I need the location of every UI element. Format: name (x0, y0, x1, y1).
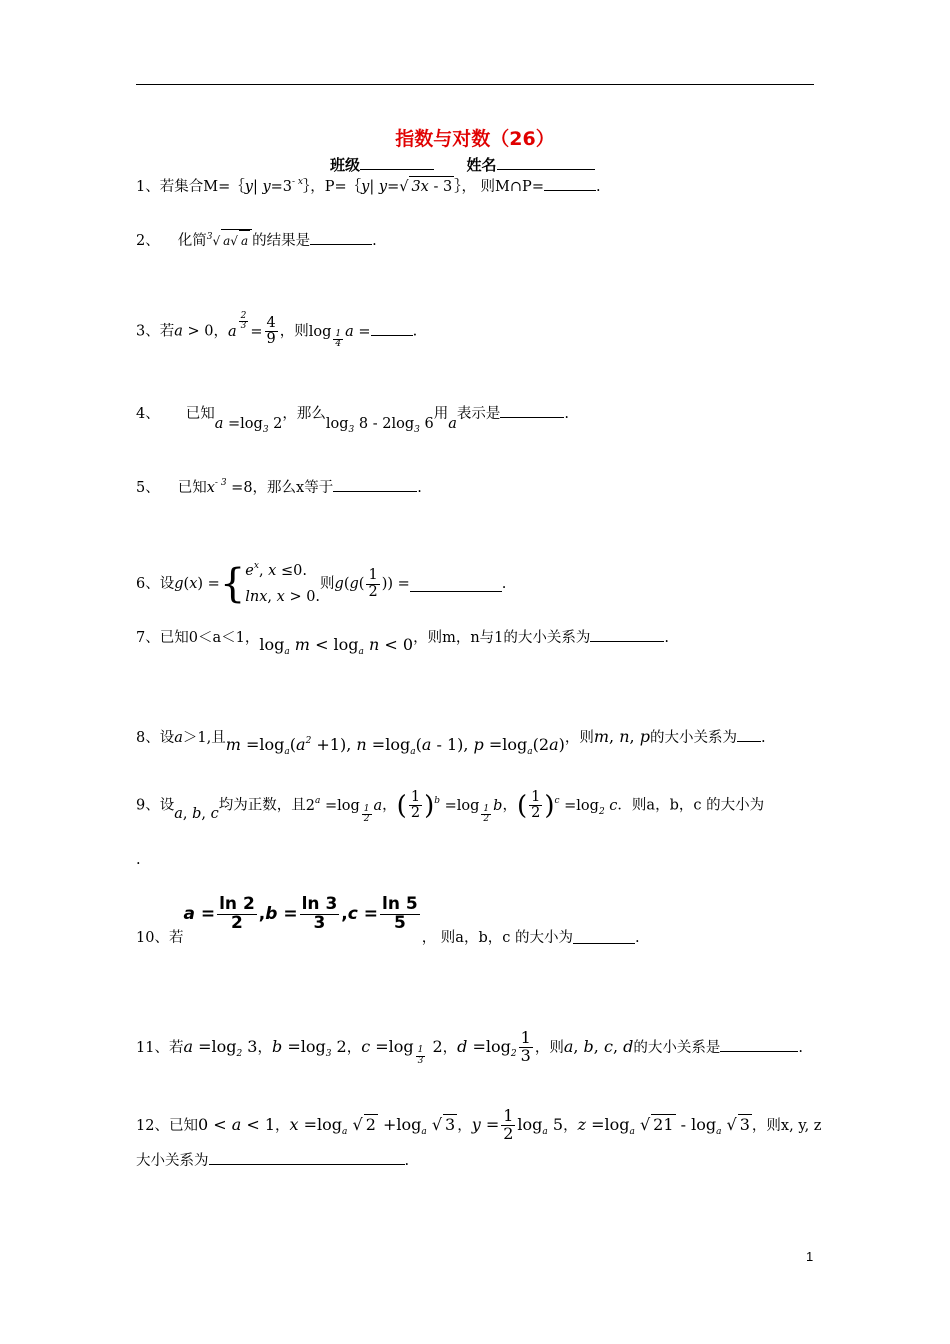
q1-text: 若集合M=｛ (159, 179, 245, 195)
q8-end: . (760, 730, 766, 746)
q10-definitions-math: a = $\frac{\ln 2}{2}$ , b = $\frac{\ln 3}{3}$ , c = $\frac{\ln 5}{5}$ (183, 893, 418, 933)
q11-vars-math: a, b, c, d (563, 1036, 634, 1056)
q11-a-math: $a =\log_2$ 3 (183, 1036, 258, 1059)
q11-text-f: 的大小关系是 (633, 1039, 721, 1056)
q12-number: 12、 (136, 1117, 169, 1134)
page-title: 指数与对数（26） (395, 128, 555, 150)
question-2 (136, 229, 377, 253)
q12-y-math: y = $\frac{1}{2}$ $\log_a 5$ (471, 1106, 564, 1143)
q3-text-b: ， (213, 323, 228, 340)
q2-answer-blank[interactable] (310, 230, 372, 245)
q5-end: . (417, 480, 422, 496)
q3-power-math: a $\frac{2}{3}$ = $\frac{4}{9}$ (227, 310, 276, 348)
q4-text-b: ，那么 (282, 406, 326, 422)
q1-set-m-math: y| $y=3^{- x}$ (244, 177, 303, 195)
q1-set-p-math: y| y=√ 3x - 3 (361, 179, 454, 195)
question-4 (136, 403, 569, 435)
q7-text-b: ，则m，n与1的大小关系为 (413, 630, 591, 646)
q11-answer-blank[interactable] (720, 1037, 798, 1052)
q4-text: 已知 (185, 406, 215, 422)
q10-number: 10、 (136, 930, 169, 946)
q4-a-def-math: $a =\log_3$ 2 (214, 416, 283, 435)
class-blank[interactable] (360, 155, 434, 170)
q9-text-c: ， (382, 797, 397, 814)
q8-var-a: a (174, 730, 183, 746)
q11-text-b: ， (257, 1039, 272, 1056)
page-number: 1 (806, 1249, 814, 1264)
q9-eq1-math: $2^a =\log$ $\frac{1}{2}$ a (305, 795, 383, 825)
header-rule (136, 84, 814, 85)
q11-number: 11、 (136, 1039, 169, 1056)
q5-text-b: ，那么x等于 (252, 480, 334, 496)
q4-var-a: a (448, 416, 457, 432)
q12-text-d: ， (563, 1117, 578, 1134)
q9-text-b: 均为正数，且 (218, 797, 306, 814)
q12-text-c: ， (457, 1117, 472, 1134)
q12-text: 已知 (168, 1117, 198, 1134)
q6-text: 设 (159, 576, 175, 592)
question-8 (136, 727, 766, 757)
q12-x-math: $x =\log_a$ √ $2 +\log_a$ √ 3 (289, 1114, 456, 1137)
q5-number: 5、 (136, 480, 160, 496)
q11-text-c: ， (346, 1039, 362, 1056)
question-5 (136, 477, 422, 500)
question-1 (136, 176, 601, 199)
question-12-line2 (136, 1150, 409, 1171)
q4-number: 4、 (136, 406, 160, 422)
q1-end: . (595, 179, 601, 195)
q8-vars-math: m, n, p (593, 727, 650, 746)
question-11 (136, 1030, 803, 1065)
q10-text-b: ， 则a，b，c 的大小为 (421, 930, 573, 946)
question-10 (136, 893, 640, 952)
name-label: 姓名 (466, 156, 497, 174)
q8-definitions-math: $m =\log_a(a^2 +1)$, $n =\log_a(a - 1)$, $p =\log_a(2a)$ (225, 735, 565, 757)
q9-eq2-math: ( $\frac{1}{2}$ )$^b$ =log $\frac{1}{2}$ b (396, 789, 503, 825)
q9-text-d: ， (502, 797, 517, 814)
q6-end: . (501, 576, 507, 592)
q6-answer-blank[interactable] (410, 577, 502, 592)
q10-answer-blank[interactable] (573, 929, 635, 944)
q12-answer-blank[interactable] (209, 1150, 405, 1165)
q11-b-math: $b =\log_3$ 2 (271, 1036, 347, 1059)
q12-range-math: 0 < a < 1 (197, 1114, 276, 1134)
q9-eq3-math: ( $\frac{1}{2}$ )$^c =\log_2$ c (516, 789, 618, 822)
q9-vars-math: a, b, c (174, 805, 219, 822)
question-6 (136, 558, 506, 610)
q7-inequality-math: $\log_a m < \log_a n < 0$ (259, 635, 414, 657)
q11-c-math: c =log $\frac{1}{3}$ 2 (361, 1036, 443, 1066)
q1-answer-blank[interactable] (544, 176, 596, 191)
q12-end: . (404, 1153, 410, 1169)
name-blank[interactable] (497, 155, 595, 170)
q8-answer-blank[interactable] (737, 727, 761, 742)
class-label: 班级 (330, 156, 361, 174)
q11-text: 若 (168, 1039, 184, 1056)
q11-end: . (798, 1039, 803, 1056)
q3-end: . (412, 323, 418, 340)
q3-answer-blank[interactable] (371, 321, 413, 336)
q2-text-b: 的结果是 (252, 233, 311, 249)
q3-text-c: ，则 (279, 323, 309, 340)
q7-answer-blank[interactable] (590, 627, 664, 642)
q3-log-math: log $\frac{1}{4}$ a = (308, 323, 371, 350)
q9-text-e: ．则a，b，c 的大小为 (617, 797, 765, 814)
class-name-line (330, 154, 595, 175)
q6-number: 6、 (136, 576, 160, 592)
q11-d-math: $d =\log_2$ $\frac{1}{3}$ (457, 1028, 531, 1065)
q8-text: 设 (159, 730, 175, 746)
q12-z-math: $z =\log_a$ √ $21 - \log_a$ √ 3 (577, 1114, 750, 1137)
question-3 (136, 310, 418, 350)
q2-radical-math: $^3$√ a√ a (207, 234, 252, 248)
q2-end: . (372, 233, 377, 249)
question-9 (136, 789, 765, 825)
q10-end: . (634, 930, 640, 946)
q9-number: 9、 (136, 797, 160, 814)
q11-text-d: ， (442, 1039, 458, 1056)
q9-text: 设 (159, 797, 175, 814)
q6-text-b: 则 (320, 576, 335, 592)
q2-number: 2、 (136, 233, 160, 249)
question-7 (136, 627, 670, 657)
q3-a-positive-math: a > 0 (174, 323, 214, 340)
q8-text-d: 的大小关系为 (649, 730, 737, 746)
q5-power-math: $x^{- 3} =8$ (206, 478, 253, 496)
q12-line2-text: 大小关系为 (136, 1153, 209, 1169)
q3-text: 若 (159, 323, 175, 340)
q7-end: . (664, 630, 670, 646)
q4-answer-blank[interactable] (500, 403, 564, 418)
q4-text-c: 用 (433, 406, 449, 422)
q2-text: 化简 (177, 233, 207, 249)
q1-text-c: ｝， 则M∩P= (454, 179, 544, 195)
q6-piecewise-math: g ( x ) = { $e^x$, x ≤0. lnx, x > 0. (174, 561, 321, 607)
q1-text-b: ｝，P=｛ (303, 179, 362, 195)
q8-text-b: ＞1,且 (182, 730, 226, 746)
q4-end: . (564, 406, 569, 422)
q11-text-e: ，则 (534, 1039, 564, 1056)
q8-text-c: ，则 (564, 730, 594, 746)
q1-number: 1、 (136, 179, 160, 195)
q8-number: 8、 (136, 730, 160, 746)
q12-text-e: ，则x, y, z (751, 1117, 822, 1134)
q6-composition-math: g ( g ( $\frac{1}{2}$ )) = (334, 567, 410, 600)
q7-text: 已知0＜a＜1， (159, 630, 260, 646)
q4-expression-math: $\log_3 8 - 2\log_3$ 6 (325, 416, 434, 435)
q4-text-d: 表示是 (456, 406, 501, 422)
q7-number: 7、 (136, 630, 160, 646)
q10-text: 若 (168, 930, 184, 946)
q12-text-b: ， (275, 1117, 290, 1134)
q5-text: 已知 (177, 480, 207, 496)
question-9-tail: . (136, 852, 141, 868)
question-12 (136, 1108, 821, 1143)
q3-number: 3、 (136, 323, 160, 340)
q5-answer-blank[interactable] (333, 477, 417, 492)
